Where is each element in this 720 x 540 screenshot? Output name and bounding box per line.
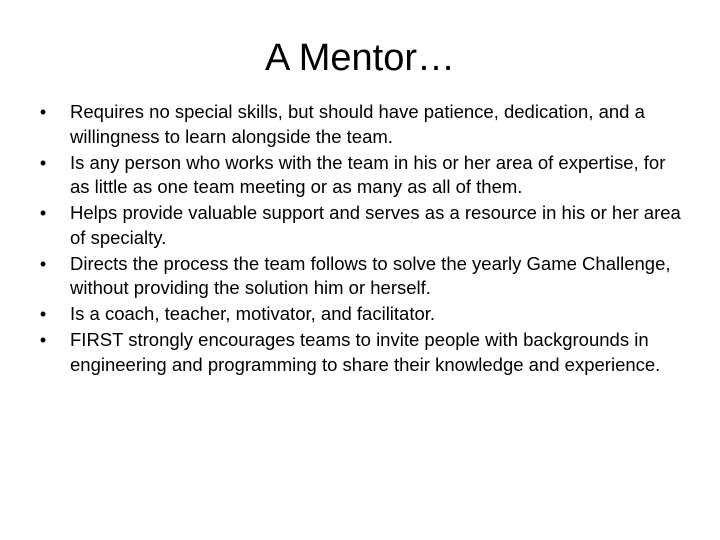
- bullet-text: Helps provide valuable support and serves as a resource in his or her area of specialty.: [70, 202, 681, 248]
- bullet-icon: •: [39, 253, 47, 274]
- bullet-item: [36, 252, 686, 301]
- bullet-icon: •: [39, 330, 47, 350]
- bullet-item: [36, 100, 686, 149]
- bullet-text: Is any person who works with the team in his or her area of expertise, for as little as one team meeting or as many as all of them.: [70, 151, 666, 197]
- bullet-icon: •: [39, 152, 47, 173]
- bullet-icon: •: [39, 203, 47, 223]
- bullet-list: [36, 100, 686, 379]
- bullet-icon: •: [39, 304, 47, 324]
- bullet-item: [36, 201, 686, 250]
- bullet-text: Is a coach, teacher, motivator, and facilitator.: [70, 303, 436, 324]
- bullet-item: [36, 151, 686, 200]
- bullet-text: Directs the process the team follows to solve the yearly Game Challenge, without providing the solution him or herself.: [70, 252, 671, 298]
- bullet-item: [36, 328, 686, 377]
- bullet-icon: •: [39, 102, 47, 122]
- bullet-item: [36, 302, 686, 327]
- bullet-text: Requires no special skills, but should have patience, dedication, and a willingness to learn alongside the team.: [70, 101, 645, 147]
- slide-title: A Mentor…: [264, 37, 456, 79]
- bullet-text: FIRST strongly encourages teams to invite people with backgrounds in engineering and programming to share their knowledge and experience.: [70, 329, 661, 375]
